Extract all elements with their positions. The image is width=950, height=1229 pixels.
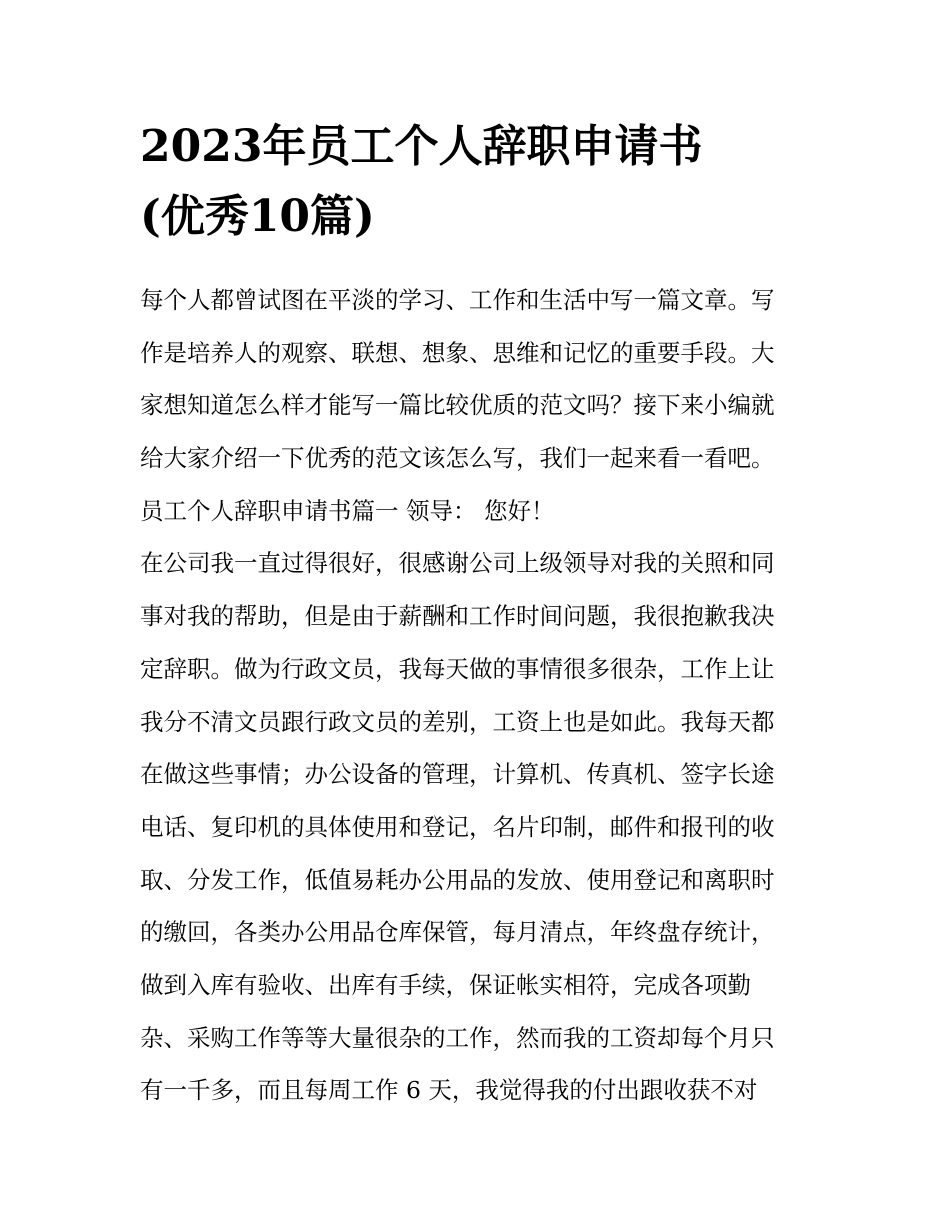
- body-line: 事对我的帮助，但是由于薪酬和工作时间问题，我很抱歉我决: [140, 602, 775, 631]
- body-line: 做到入库有验收、出库有手续，保证帐实相符，完成各项勤: [140, 970, 751, 999]
- title-line-1: 2023年员工个人辞职申请书: [140, 121, 703, 172]
- document-title: [140, 112, 820, 252]
- body-line: 在公司我一直过得很好，很感谢公司上级领导对我的关照和同: [140, 549, 775, 578]
- body-line: 每个人都曾试图在平淡的学习、工作和生活中写一篇文章。写: [140, 286, 775, 314]
- body-line: 给大家介绍一下优秀的范文该怎么写，我们一起来看一看吧。: [140, 444, 775, 473]
- body-line: 在做这些事情；办公设备的管理，计算机、传真机、签字长途: [140, 760, 775, 789]
- body-line: 的缴回，各类办公用品仓库保管，每月清点，年终盘存统计，: [140, 918, 775, 947]
- body-line: 员工个人辞职申请书篇一 领导： 您好！: [140, 496, 555, 525]
- body-line: 杂、采购工作等等大量很杂的工作，然而我的工资却每个月只: [140, 1023, 775, 1052]
- body-line: 有一千多，而且每周工作 6 天，我觉得我的付出跟收获不对: [140, 1076, 758, 1105]
- body-line: 定辞职。做为行政文员，我每天做的事情很多很杂，工作上让: [140, 654, 775, 683]
- title-line-2: (优秀10篇): [140, 191, 375, 242]
- body-line: 取、分发工作，低值易耗办公用品的发放、使用登记和离职时: [140, 865, 775, 894]
- body-line: 我分不清文员跟行政文员的差别，工资上也是如此。我每天都: [140, 707, 775, 736]
- body-line: 作是培养人的观察、联想、想象、思维和记忆的重要手段。大: [140, 338, 775, 367]
- document-body: [140, 274, 820, 1117]
- body-line: 电话、复印机的具体使用和登记，名片印制，邮件和报刊的收: [140, 812, 775, 841]
- body-line: 家想知道怎么样才能写一篇比较优质的范文吗？接下来小编就: [140, 391, 775, 420]
